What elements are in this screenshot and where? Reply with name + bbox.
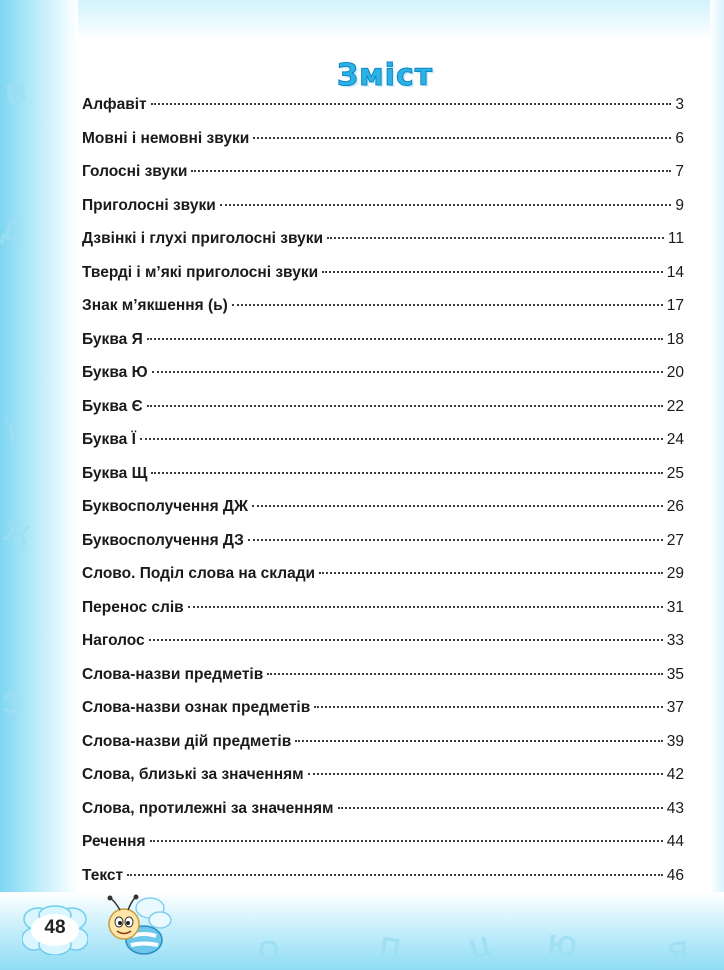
- toc-page: 25: [666, 464, 684, 482]
- toc-label: Голосні звуки: [82, 163, 188, 180]
- toc-page: 20: [666, 364, 684, 381]
- toc-label: Слова-назви предметів: [82, 665, 264, 683]
- toc-leader-dots: [151, 103, 672, 105]
- toc-page: 42: [666, 766, 684, 783]
- toc-leader-dots: [314, 706, 662, 708]
- toc-label: Буква Щ: [82, 464, 148, 482]
- toc-page: 43: [666, 799, 684, 817]
- toc-leader-dots: [140, 438, 663, 440]
- toc-row: [82, 264, 684, 298]
- toc-row: [82, 96, 684, 130]
- toc-row: [82, 163, 684, 197]
- toc-label: Знак м’якшення (ь): [82, 297, 228, 314]
- toc-row: [82, 364, 684, 398]
- toc-row: [82, 398, 684, 432]
- toc-leader-dots: [152, 371, 663, 373]
- decor-letter: Д: [0, 213, 25, 248]
- toc-row: [82, 230, 684, 264]
- toc-row: [82, 599, 684, 633]
- toc-page: 17: [666, 297, 684, 314]
- toc-label: Мовні і немовні звуки: [82, 129, 250, 147]
- bee-mascot-icon: [98, 892, 178, 962]
- toc-label: Буквосполучення ДЖ: [82, 498, 248, 515]
- toc-page: 29: [666, 565, 684, 582]
- toc-label: Алфавіт: [82, 96, 147, 113]
- toc-leader-dots: [151, 472, 662, 474]
- toc-page: 6: [675, 129, 684, 147]
- decor-letter: Я: [665, 934, 691, 969]
- toc-label: Перенос слів: [82, 598, 184, 616]
- toc-page: 44: [666, 833, 684, 850]
- toc-page: 27: [666, 531, 684, 549]
- toc-row: [82, 800, 684, 834]
- decor-letter: Ж: [0, 515, 33, 552]
- toc-page: 37: [666, 699, 684, 716]
- toc-leader-dots: [147, 338, 663, 340]
- toc-page: 31: [666, 598, 684, 616]
- toc-row: [82, 632, 684, 666]
- toc-page: 11: [667, 230, 684, 247]
- decorative-left-frame: [0, 0, 78, 970]
- page-number: 48: [44, 917, 66, 938]
- toc-leader-dots: [220, 204, 672, 206]
- toc-leader-dots: [319, 572, 663, 574]
- toc-label: Слово. Поділ слова на склади: [82, 565, 316, 582]
- toc-row: [82, 733, 684, 767]
- decor-letter: П: [378, 930, 403, 965]
- toc-leader-dots: [322, 271, 663, 273]
- toc-label: Буква Ї: [82, 431, 136, 448]
- toc-page: 7: [675, 163, 684, 180]
- toc-label: Дзвінкі і глухі приголосні звуки: [82, 230, 324, 247]
- toc-leader-dots: [252, 505, 663, 507]
- toc-page: 39: [666, 732, 684, 750]
- toc-row: [82, 331, 684, 365]
- toc-leader-dots: [267, 673, 663, 675]
- toc-row: [82, 766, 684, 800]
- toc-leader-dots: [149, 639, 663, 641]
- toc-row: [82, 699, 684, 733]
- toc-row: [82, 833, 684, 867]
- decor-letter: В: [2, 76, 30, 111]
- toc-label: Наголос: [82, 632, 145, 649]
- toc-label: Слова, близькі за значенням: [82, 766, 304, 783]
- decor-letter: Ї: [5, 417, 18, 450]
- toc-leader-dots: [253, 137, 671, 139]
- toc-page: 33: [666, 632, 684, 649]
- toc-leader-dots: [191, 170, 671, 172]
- toc-page: 26: [666, 498, 684, 515]
- decor-letter: Ю: [546, 928, 579, 963]
- toc-leader-dots: [295, 740, 663, 742]
- toc-leader-dots: [248, 539, 663, 541]
- toc-row: [82, 565, 684, 599]
- toc-row: [82, 465, 684, 499]
- toc-page: 3: [675, 96, 684, 113]
- toc-leader-dots: [147, 405, 663, 407]
- toc-page: 14: [666, 263, 684, 281]
- toc-leader-dots: [127, 874, 663, 876]
- toc-label: Слова-назви ознак предметів: [82, 699, 311, 716]
- toc-row: [82, 297, 684, 331]
- toc-row: [82, 130, 684, 164]
- decor-letter: З: [0, 687, 22, 720]
- toc-page: 18: [666, 330, 684, 348]
- toc-leader-dots: [338, 807, 663, 809]
- toc-label: Речення: [82, 833, 146, 850]
- toc-page: 22: [666, 397, 684, 415]
- toc-row: [82, 666, 684, 700]
- toc-leader-dots: [150, 840, 663, 842]
- toc-label: Текст: [82, 866, 124, 884]
- toc-leader-dots: [308, 773, 663, 775]
- toc-leader-dots: [188, 606, 663, 608]
- toc-label: Тверді і м’які приголосні звуки: [82, 263, 319, 281]
- toc-label: Приголосні звуки: [82, 196, 216, 214]
- toc-row: [82, 197, 684, 231]
- page-title: Зміст: [336, 58, 434, 93]
- toc-page: 9: [675, 196, 684, 214]
- toc-label: Буква Ю: [82, 364, 148, 381]
- toc-label: Буква Я: [82, 330, 143, 348]
- toc-label: Слова-назви дій предметів: [82, 732, 292, 750]
- toc-leader-dots: [327, 237, 664, 239]
- toc-leader-dots: [232, 304, 663, 306]
- toc-row: [82, 431, 684, 465]
- toc-label: Слова, протилежні за значенням: [82, 799, 334, 817]
- decor-letter: О: [255, 933, 283, 968]
- toc-label: Буквосполучення ДЗ: [82, 531, 244, 549]
- toc-page: 35: [666, 665, 684, 683]
- decor-letter: Ц: [466, 930, 494, 966]
- decorative-right-frame: [710, 0, 724, 970]
- toc-label: Буква Є: [82, 397, 143, 415]
- toc-row: [82, 532, 684, 566]
- toc-page: 24: [666, 431, 684, 448]
- toc-page: 46: [666, 866, 684, 884]
- table-of-contents: [82, 96, 684, 900]
- decorative-top-frame: [0, 0, 724, 40]
- toc-row: [82, 498, 684, 532]
